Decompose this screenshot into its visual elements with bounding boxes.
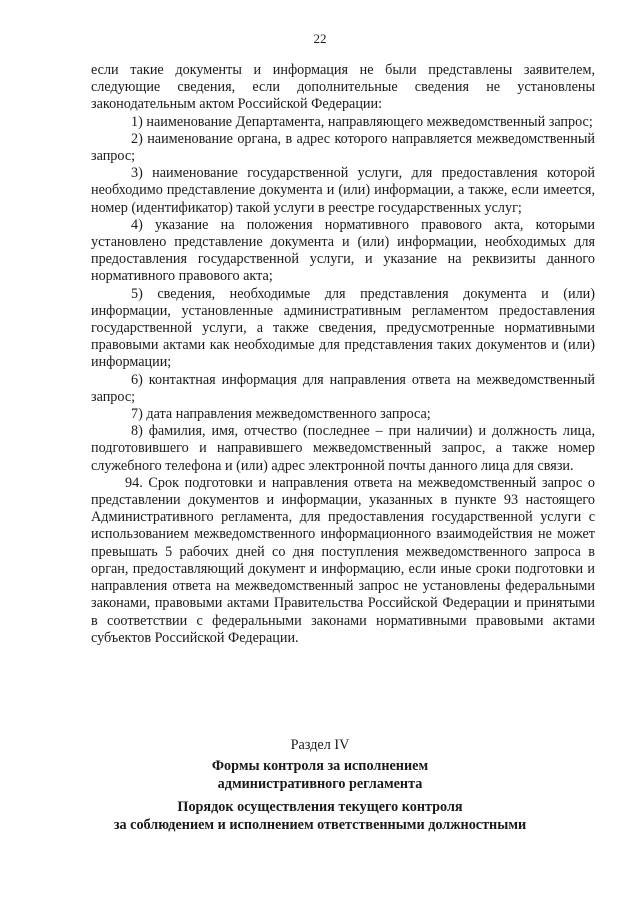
section-title-line: Формы контроля за исполнением xyxy=(211,758,429,774)
section-label: Раздел IV xyxy=(290,737,350,753)
subsection-title-line: Порядок осуществления текущего контроля xyxy=(177,799,463,815)
section-title xyxy=(0,757,640,793)
list-item: 2) наименование органа, в адрес которого направляется межведомственный запрос; xyxy=(91,130,595,165)
list-item: 3) наименование государственной услуги, для предоставления которой необходимо представление документа и (или) информации, а также, если имеется, номер (идентификатор) такой услуги в реестре государственных услуг; xyxy=(91,165,595,216)
section-title-line: административного регламента xyxy=(217,776,423,792)
list-item: 7) дата направления межведомственного запроса; xyxy=(131,406,431,423)
page-number: 22 xyxy=(313,31,327,46)
list-item: 1) наименование Департамента, направляющего межведомственный запрос; xyxy=(131,113,593,130)
subsection-title-line: за соблюдением и исполнением ответственными должностными xyxy=(113,817,527,833)
list-item: 5) сведения, необходимые для представления документа и (или) информации, установленные административным регламентом предоставления государственной услуги, а также сведения, предусмотренные нормативными правовыми актами как необходимые для представления таких документов и (или) информации; xyxy=(91,285,595,371)
list-item: 6) контактная информация для направления ответа на межведомственный запрос; xyxy=(91,371,595,405)
list-item: 4) указание на положения нормативного правового акта, которыми установлено представление документа и (или) информации, необходимых для предоставления государственной услуги, и указание на реквизиты данного нормативного правового акта; xyxy=(91,216,595,285)
subsection-title xyxy=(0,798,640,834)
body-text xyxy=(91,62,595,647)
paragraph-intro: если такие документы и информация не были представлены заявителем, следующие сведения, если дополнительные сведения не установлены законодательным актом Российской Федерации: xyxy=(91,62,595,113)
list-item: 8) фамилия, имя, отчество (последнее – при наличии) и должность лица, подготовившего и направившего межведомственный запрос, а также номер служебного телефона и (или) адрес электронной почты данного лица для связи. xyxy=(91,423,595,474)
paragraph-94: 94. Срок подготовки и направления ответа на межведомственный запрос о представлении документов и информации, указанных в пункте 93 настоящего Административного регламента, для предоставления государственной услуги с использованием межведомственного информационного взаимодействия не может превышать 5 рабочих дней со дня поступления межведомственного запроса в орган, предоставляющий документ и информацию, если иные сроки подготовки и направления ответа на межведомственный запрос не установлены федеральными законами, правовыми актами Правительства Российской Федерации и принятыми в соответствии с федеральными законами нормативными правовыми актами субъектов Российской Федерации. xyxy=(91,474,595,646)
